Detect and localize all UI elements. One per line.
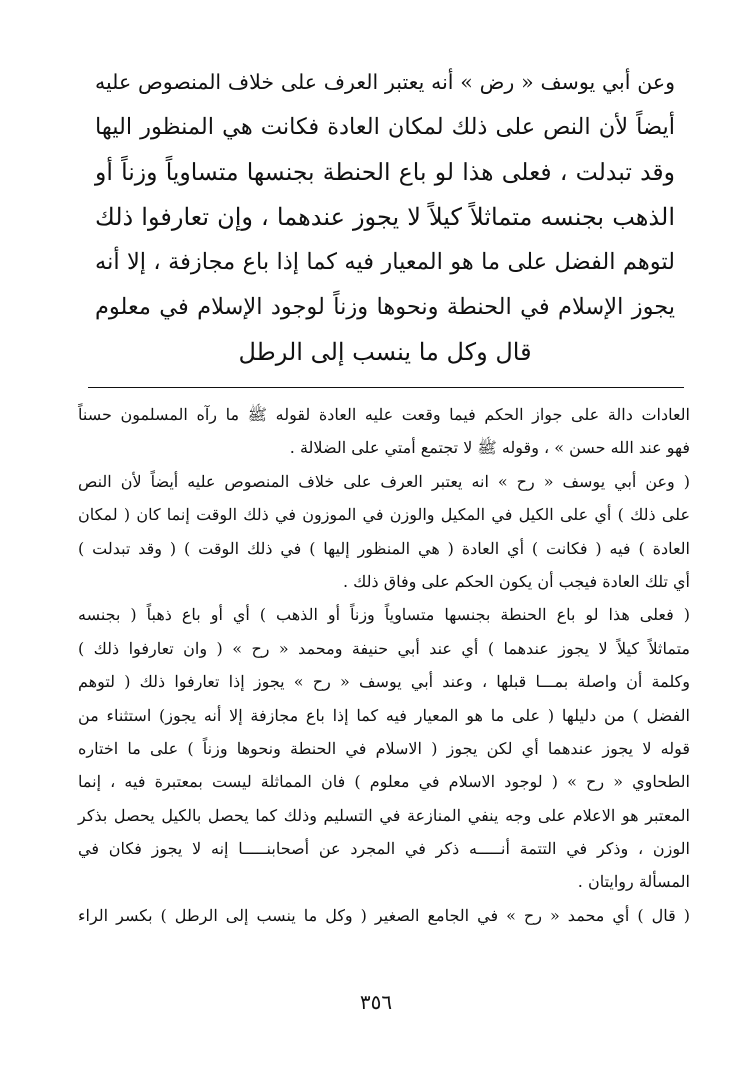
commentary-line: أي تلك العادة فيجب أن يكون الحكم على وفاق ذلك . [342, 571, 690, 591]
commentary-line: العادة ) فيه ( فكانت ) أي العادة ( هي المنظور إليها ) في ذلك الوقت ) ( وقد تبدلت ) [78, 538, 690, 558]
commentary-line: ( قال ) أي محمد « رح » في الجامع الصغير ( وكل ما ينسب إلى الرطل ) بكسر الراء [78, 905, 690, 925]
commentary-line: العادات دالة على جواز الحكم فيما وقعت عليه العادة لقوله ﷺ ما رآه المسلمون حسناً [78, 405, 690, 424]
commentary-line: على ذلك ) أي على الكيل في المكيل والوزن في الموزون في ذلك الوقت إنما كان ( لمكان [78, 505, 690, 525]
main-text-line: الذهب بجنسه متماثلاً كيلاً لا يجوز عندهما ، وإن تعارفوا ذلك [95, 203, 675, 231]
commentary-line: متماثلاً كيلاً لا يجوز عندهما ) أي عند أبي حنيفة ومحمد « رح » ( وان تعارفوا ذلك ) [78, 638, 690, 658]
commentary-line: وكلمة أن واصلة بمـــا قبلها ، وعند أبي يوسف « رح » يجوز إذا تعارفوا ذلك ( لتوهم [78, 672, 690, 692]
main-text-heading-line: قال وكل ما ينسب إلى الرطل [238, 338, 532, 366]
main-text-block [95, 60, 675, 375]
commentary-line: ( فعلى هذا لو باع الحنطة بجنسها متساوياً وزناً أو الذهب ) أي أو باع ذهباً ( بجنسه [78, 605, 690, 625]
commentary-line: الفضل ) من دليلها ( على ما هو المعيار فيه كما إذا باع مجازفة إلا أنه يجوز) استثناء من [78, 705, 690, 725]
commentary-block [78, 398, 690, 932]
main-text-line: لتوهم الفضل على ما هو المعيار فيه كما إذا باع مجازفة ، إلا أنه [95, 249, 675, 275]
commentary-line: فهو عند الله حسن » ، وقوله ﷺ لا تجتمع أمتي على الضلالة . [289, 438, 690, 458]
section-divider [88, 387, 684, 388]
main-text-line: أيضاً لأن النص على ذلك لمكان العادة فكانت هي المنظور اليها [95, 114, 675, 140]
commentary-line: ( وعن أبي يوسف « رح » انه يعتبر العرف على خلاف المنصوص عليه أيضاً لأن النص [78, 471, 690, 491]
commentary-line: المسألة روايتان . [577, 872, 690, 892]
main-text-line: يجوز الإسلام في الحنطة ونحوها وزناً لوجود الإسلام في معلوم [95, 294, 675, 320]
commentary-line: الوزن ، وذكر في التتمة أنـــــه ذكر في المجرد عن أصحابنـــــا إنه لا يجوز فكان في [78, 839, 690, 859]
commentary-line: الطحاوي « رح » ( لوجود الاسلام في معلوم ) فان المماثلة ليست بمعتبرة فيه ، إنما [78, 772, 690, 792]
main-text-line: وعن أبي يوسف « رض » أنه يعتبر العرف على خلاف المنصوص عليه [95, 70, 675, 94]
commentary-line: قوله لا يجوز عندهما أي لكن يجوز ( الاسلام في الحنطة ونحوها وزناً ) على ما اختاره [78, 738, 690, 758]
page-number: ٣٥٦ [359, 990, 393, 1014]
main-text-line: وقد تبدلت ، فعلى هذا لو باع الحنطة بجنسها متساوياً وزناً أو [95, 158, 675, 186]
commentary-line: المعتبر هو الاعلام على وجه ينفي المنازعة في التسليم وذلك كما يحصل بالكيل يحصل بذكر [78, 805, 690, 825]
